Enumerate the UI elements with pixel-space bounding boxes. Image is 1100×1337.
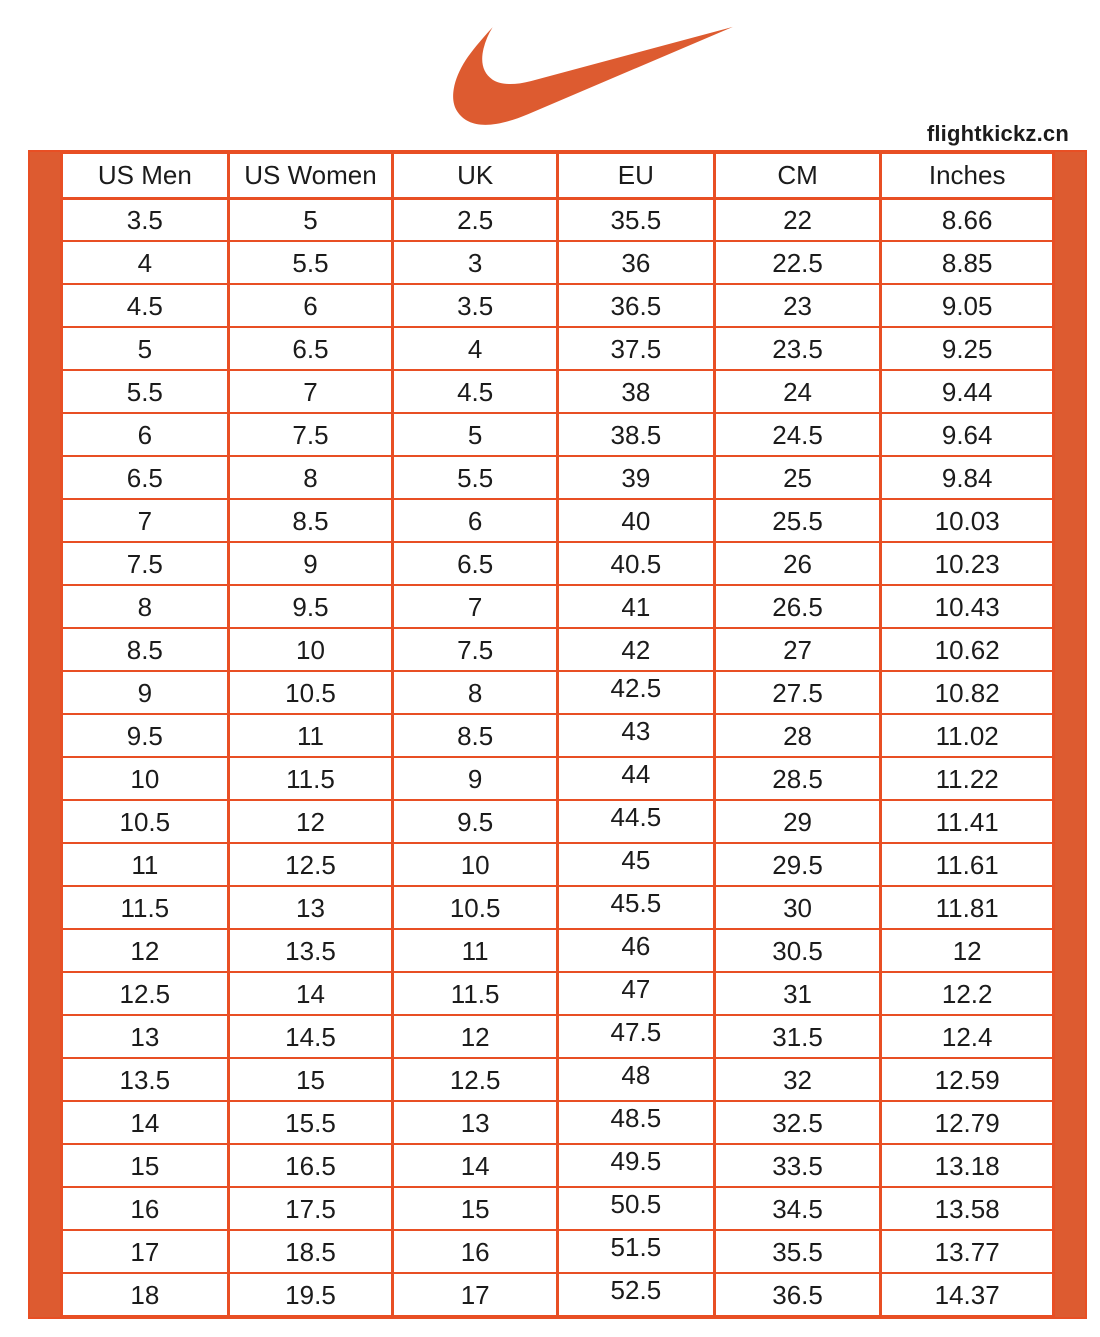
- table-cell: 6: [62, 413, 229, 456]
- table-cell: 12: [62, 929, 229, 972]
- brand-site-text: flightkickz.cn: [926, 121, 1069, 146]
- table-cell: 35.5: [714, 1230, 881, 1273]
- table-cell: 12: [228, 800, 393, 843]
- table-cell: 9.25: [881, 327, 1054, 370]
- table-cell: 7: [228, 370, 393, 413]
- table-cell: 9.5: [62, 714, 229, 757]
- table-cell: 12.5: [393, 1058, 558, 1101]
- table-cell: 31.5: [714, 1015, 881, 1058]
- table-cell: 5: [62, 327, 229, 370]
- table-row: [62, 198, 1054, 241]
- table-cell: 12: [881, 929, 1054, 972]
- table-cell: 11.5: [393, 972, 558, 1015]
- size-chart-frame: [28, 150, 1087, 1319]
- table-cell: 13.58: [881, 1187, 1054, 1230]
- table-cell: 12.5: [62, 972, 229, 1015]
- table-cell: 9.5: [393, 800, 558, 843]
- column-header-inches: Inches: [881, 153, 1054, 198]
- table-cell: 9.5: [228, 585, 393, 628]
- table-cell: 11: [393, 929, 558, 972]
- table-row: [62, 1101, 1054, 1144]
- table-cell: 9.84: [881, 456, 1054, 499]
- table-cell: 8.5: [228, 499, 393, 542]
- table-cell: 31: [714, 972, 881, 1015]
- table-cell: 4: [62, 241, 229, 284]
- table-cell: 47: [557, 972, 714, 1015]
- table-row: [62, 1273, 1054, 1316]
- table-cell: 27: [714, 628, 881, 671]
- table-cell: 3: [393, 241, 558, 284]
- table-cell: 5.5: [228, 241, 393, 284]
- table-cell: 10.43: [881, 585, 1054, 628]
- table-cell: 8: [393, 671, 558, 714]
- table-row: [62, 1015, 1054, 1058]
- table-cell: 40: [557, 499, 714, 542]
- table-cell: 27.5: [714, 671, 881, 714]
- table-cell: 3.5: [62, 198, 229, 241]
- table-cell: 46: [557, 929, 714, 972]
- table-cell: 14.5: [228, 1015, 393, 1058]
- table-cell: 43: [557, 714, 714, 757]
- table-cell: 10: [62, 757, 229, 800]
- table-cell: 2.5: [393, 198, 558, 241]
- table-cell: 10.62: [881, 628, 1054, 671]
- nike-swoosh-icon: [452, 24, 734, 131]
- table-row: [62, 456, 1054, 499]
- table-row: [62, 886, 1054, 929]
- table-cell: 13.77: [881, 1230, 1054, 1273]
- table-cell: 11.22: [881, 757, 1054, 800]
- table-cell: 17.5: [228, 1187, 393, 1230]
- table-cell: 19.5: [228, 1273, 393, 1316]
- table-cell: 16.5: [228, 1144, 393, 1187]
- table-cell: 9: [228, 542, 393, 585]
- table-cell: 11.5: [228, 757, 393, 800]
- table-cell: 35.5: [557, 198, 714, 241]
- table-cell: 14.37: [881, 1273, 1054, 1316]
- table-row: [62, 628, 1054, 671]
- table-cell: 8: [62, 585, 229, 628]
- table-cell: 25.5: [714, 499, 881, 542]
- table-cell: 13.18: [881, 1144, 1054, 1187]
- table-cell: 12.79: [881, 1101, 1054, 1144]
- table-cell: 17: [62, 1230, 229, 1273]
- table-cell: 5: [393, 413, 558, 456]
- table-row: [62, 413, 1054, 456]
- table-cell: 39: [557, 456, 714, 499]
- size-table-body: [62, 198, 1054, 1316]
- table-cell: 29.5: [714, 843, 881, 886]
- table-cell: 9: [62, 671, 229, 714]
- table-cell: 38.5: [557, 413, 714, 456]
- table-cell: 49.5: [557, 1144, 714, 1187]
- table-cell: 26: [714, 542, 881, 585]
- table-row: [62, 843, 1054, 886]
- table-cell: 12.4: [881, 1015, 1054, 1058]
- table-cell: 7.5: [62, 542, 229, 585]
- table-row: [62, 972, 1054, 1015]
- page-header: [0, 0, 1100, 150]
- table-cell: 13.5: [62, 1058, 229, 1101]
- table-cell: 14: [228, 972, 393, 1015]
- table-cell: 25: [714, 456, 881, 499]
- table-cell: 5: [228, 198, 393, 241]
- table-cell: 37.5: [557, 327, 714, 370]
- table-cell: 5.5: [62, 370, 229, 413]
- table-cell: 11: [62, 843, 229, 886]
- table-cell: 10.82: [881, 671, 1054, 714]
- table-cell: 8.5: [393, 714, 558, 757]
- table-cell: 42.5: [557, 671, 714, 714]
- table-cell: 4.5: [393, 370, 558, 413]
- table-cell: 7.5: [393, 628, 558, 671]
- table-cell: 28.5: [714, 757, 881, 800]
- table-cell: 9.44: [881, 370, 1054, 413]
- table-cell: 7: [393, 585, 558, 628]
- table-cell: 18: [62, 1273, 229, 1316]
- table-cell: 23.5: [714, 327, 881, 370]
- table-row: [62, 1144, 1054, 1187]
- table-cell: 34.5: [714, 1187, 881, 1230]
- column-header-us-women: US Women: [228, 153, 393, 198]
- table-row: [62, 800, 1054, 843]
- table-cell: 9.64: [881, 413, 1054, 456]
- table-cell: 12.2: [881, 972, 1054, 1015]
- table-row: [62, 284, 1054, 327]
- table-cell: 10.03: [881, 499, 1054, 542]
- table-cell: 51.5: [557, 1230, 714, 1273]
- table-cell: 11.5: [62, 886, 229, 929]
- column-header-eu: EU: [557, 153, 714, 198]
- table-cell: 4: [393, 327, 558, 370]
- table-cell: 3.5: [393, 284, 558, 327]
- table-cell: 44: [557, 757, 714, 800]
- table-cell: 6.5: [62, 456, 229, 499]
- table-cell: 8.66: [881, 198, 1054, 241]
- table-cell: 48.5: [557, 1101, 714, 1144]
- table-row: [62, 370, 1054, 413]
- table-cell: 12: [393, 1015, 558, 1058]
- table-cell: 15: [62, 1144, 229, 1187]
- table-cell: 10.5: [393, 886, 558, 929]
- table-cell: 11.81: [881, 886, 1054, 929]
- table-cell: 10.23: [881, 542, 1054, 585]
- table-row: [62, 542, 1054, 585]
- table-cell: 33.5: [714, 1144, 881, 1187]
- table-cell: 11.02: [881, 714, 1054, 757]
- table-row: [62, 671, 1054, 714]
- table-cell: 45: [557, 843, 714, 886]
- table-cell: 15.5: [228, 1101, 393, 1144]
- table-cell: 30: [714, 886, 881, 929]
- table-cell: 13: [62, 1015, 229, 1058]
- table-cell: 17: [393, 1273, 558, 1316]
- table-cell: 29: [714, 800, 881, 843]
- table-row: [62, 757, 1054, 800]
- table-cell: 44.5: [557, 800, 714, 843]
- column-header-cm: CM: [714, 153, 881, 198]
- table-cell: 22: [714, 198, 881, 241]
- table-cell: 38: [557, 370, 714, 413]
- table-cell: 36: [557, 241, 714, 284]
- table-cell: 10: [228, 628, 393, 671]
- table-cell: 10: [393, 843, 558, 886]
- table-cell: 12.5: [228, 843, 393, 886]
- table-cell: 7.5: [228, 413, 393, 456]
- table-cell: 48: [557, 1058, 714, 1101]
- table-cell: 42: [557, 628, 714, 671]
- table-cell: 16: [393, 1230, 558, 1273]
- table-cell: 6: [228, 284, 393, 327]
- table-cell: 11: [228, 714, 393, 757]
- header-row: [62, 153, 1054, 198]
- table-cell: 40.5: [557, 542, 714, 585]
- table-cell: 10.5: [228, 671, 393, 714]
- right-accent-bar: [1055, 152, 1085, 1317]
- table-cell: 14: [393, 1144, 558, 1187]
- table-cell: 16: [62, 1187, 229, 1230]
- table-cell: 22.5: [714, 241, 881, 284]
- table-cell: 50.5: [557, 1187, 714, 1230]
- table-row: [62, 714, 1054, 757]
- table-cell: 13.5: [228, 929, 393, 972]
- column-header-us-men: US Men: [62, 153, 229, 198]
- table-row: [62, 499, 1054, 542]
- table-cell: 24: [714, 370, 881, 413]
- table-cell: 15: [228, 1058, 393, 1101]
- table-cell: 8.85: [881, 241, 1054, 284]
- table-cell: 30.5: [714, 929, 881, 972]
- table-row: [62, 929, 1054, 972]
- table-cell: 13: [228, 886, 393, 929]
- table-cell: 13: [393, 1101, 558, 1144]
- table-cell: 6: [393, 499, 558, 542]
- table-cell: 28: [714, 714, 881, 757]
- table-row: [62, 585, 1054, 628]
- table-row: [62, 327, 1054, 370]
- table-cell: 32.5: [714, 1101, 881, 1144]
- table-cell: 9.05: [881, 284, 1054, 327]
- table-cell: 8.5: [62, 628, 229, 671]
- table-cell: 36.5: [714, 1273, 881, 1316]
- table-cell: 12.59: [881, 1058, 1054, 1101]
- table-cell: 8: [228, 456, 393, 499]
- column-header-uk: UK: [393, 153, 558, 198]
- table-cell: 15: [393, 1187, 558, 1230]
- table-cell: 32: [714, 1058, 881, 1101]
- table-cell: 45.5: [557, 886, 714, 929]
- table-cell: 6.5: [393, 542, 558, 585]
- table-cell: 26.5: [714, 585, 881, 628]
- table-row: [62, 1187, 1054, 1230]
- table-cell: 41: [557, 585, 714, 628]
- table-cell: 18.5: [228, 1230, 393, 1273]
- table-cell: 7: [62, 499, 229, 542]
- table-cell: 6.5: [228, 327, 393, 370]
- table-cell: 36.5: [557, 284, 714, 327]
- table-cell: 23: [714, 284, 881, 327]
- table-cell: 4.5: [62, 284, 229, 327]
- table-cell: 47.5: [557, 1015, 714, 1058]
- table-cell: 9: [393, 757, 558, 800]
- table-cell: 11.61: [881, 843, 1054, 886]
- table-row: [62, 1058, 1054, 1101]
- table-row: [62, 1230, 1054, 1273]
- table-cell: 24.5: [714, 413, 881, 456]
- table-cell: 10.5: [62, 800, 229, 843]
- table-cell: 5.5: [393, 456, 558, 499]
- size-conversion-table: [60, 152, 1055, 1317]
- table-cell: 52.5: [557, 1273, 714, 1316]
- table-cell: 14: [62, 1101, 229, 1144]
- left-accent-bar: [30, 152, 60, 1317]
- table-cell: 11.41: [881, 800, 1054, 843]
- table-row: [62, 241, 1054, 284]
